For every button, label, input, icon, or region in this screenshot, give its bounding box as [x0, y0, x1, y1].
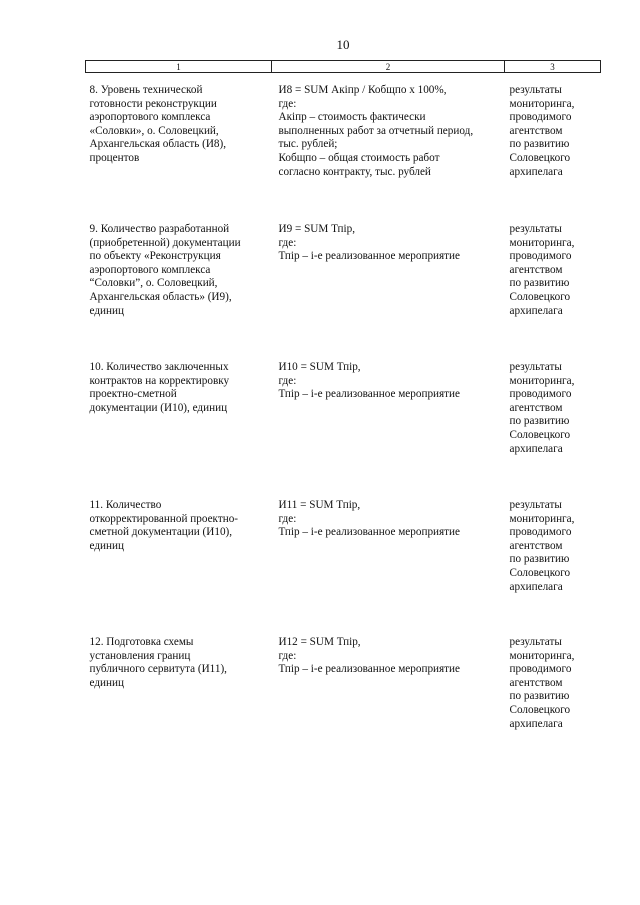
text-line: где: — [278, 97, 297, 110]
text-line: Соловецкого — [509, 290, 571, 303]
column-header-2: 2 — [272, 61, 505, 73]
text-line: архипелага — [509, 580, 563, 593]
text-line: проводимого — [509, 111, 572, 124]
text-line: Соловецкого — [509, 703, 571, 716]
formula-cell — [272, 488, 505, 625]
text-line: аэропортового комплекса — [89, 263, 211, 276]
text-line: по развитию — [509, 553, 570, 566]
text-line: единиц — [89, 304, 124, 317]
text-line: по объекту «Реконструкция — [89, 250, 221, 263]
text-line: агентством — [509, 401, 563, 414]
column-header-1: 1 — [86, 61, 272, 73]
text-line: результаты — [509, 636, 562, 648]
text-line: по развитию — [509, 138, 570, 151]
indicator-cell — [86, 73, 272, 213]
text-line: И8 = SUM Акiпр / Кобщпо х 100%, — [278, 84, 447, 96]
text-line: единиц — [89, 539, 124, 552]
table-row — [86, 73, 601, 213]
table-row — [86, 488, 601, 625]
text-line: проводимого — [509, 663, 572, 676]
formula-cell — [272, 212, 505, 350]
source-cell — [505, 350, 601, 488]
text-line: по развитию — [509, 277, 570, 290]
source-cell — [505, 212, 601, 350]
text-line: агентством — [509, 676, 563, 689]
table-header-row — [86, 61, 601, 73]
page-number: 10 — [336, 37, 350, 52]
text-line: Тпiр – i-е реализованное мероприятие — [278, 526, 461, 539]
table-row — [86, 212, 601, 350]
indicator-cell — [86, 488, 272, 625]
table-row — [86, 350, 601, 488]
text-line: «Соловки», о. Соловецкий, — [89, 124, 219, 137]
text-line: проводимого — [509, 526, 572, 539]
text-line: агентством — [509, 124, 563, 137]
text-line: Архангельская область» (И9), — [89, 290, 232, 303]
source-cell — [505, 625, 601, 736]
text-line: мониторинга, — [509, 649, 575, 662]
indicator-cell — [86, 350, 272, 488]
text-line: согласно контракту, тыс. рублей — [278, 165, 431, 178]
text-line: выполненных работ за отчетный период, — [278, 124, 474, 137]
text-line: Акiпр – стоимость фактически — [278, 111, 426, 124]
text-line: процентов — [89, 151, 140, 164]
text-line: мониторинга, — [509, 374, 575, 387]
text-line: откорректированной проектно- — [89, 512, 239, 525]
text-line: 8. Уровень технической — [89, 84, 203, 96]
text-line: сметной документации (И10), — [89, 526, 233, 539]
text-line: мониторинга, — [509, 97, 575, 110]
text-line: проектно-сметной — [89, 388, 177, 401]
text-line: “Соловки”, о. Соловецкий, — [89, 277, 218, 290]
text-line: Тпiр – i-е реализованное мероприятие — [278, 388, 461, 401]
text-line: где: — [278, 512, 297, 525]
table-row — [86, 625, 601, 736]
text-line: мониторинга, — [509, 512, 575, 525]
column-header-3: 3 — [505, 61, 601, 73]
text-line: агентством — [509, 263, 563, 276]
indicator-cell — [86, 212, 272, 350]
text-line: где: — [278, 649, 297, 662]
text-line: 9. Количество разработанной — [89, 223, 230, 235]
text-line: результаты — [509, 361, 562, 373]
text-line: готовности реконструкции — [89, 97, 217, 110]
text-line: результаты — [509, 84, 562, 96]
text-line: архипелага — [509, 717, 563, 730]
text-line: И11 = SUM Тпiр, — [278, 499, 361, 511]
text-line: агентством — [509, 539, 563, 552]
text-line: где: — [278, 374, 297, 387]
text-line: 11. Количество — [89, 499, 162, 511]
text-line: 12. Подготовка схемы — [89, 636, 194, 648]
formula-cell — [272, 350, 505, 488]
text-line: проводимого — [509, 250, 572, 263]
text-line: проводимого — [509, 388, 572, 401]
text-line: Кобщпо – общая стоимость работ — [278, 151, 440, 164]
text-line: публичного сервитута (И11), — [89, 663, 227, 676]
formula-cell — [272, 73, 505, 213]
text-line: Архангельская область (И8), — [89, 138, 227, 151]
text-line: установления границ — [89, 649, 191, 662]
text-line: документации (И10), единиц — [89, 401, 228, 414]
text-line: Тпiр – i-е реализованное мероприятие — [278, 663, 461, 676]
text-line: И12 = SUM Тпiр, — [278, 636, 361, 648]
text-line: единиц — [89, 676, 124, 689]
text-line: 10. Количество заключенных — [89, 361, 229, 373]
indicators-table — [85, 60, 601, 736]
text-line: аэропортового комплекса — [89, 111, 211, 124]
text-line: Тпiр – i-е реализованное мероприятие — [278, 250, 461, 263]
text-line: архипелага — [509, 165, 563, 178]
source-cell — [505, 73, 601, 213]
indicator-cell — [86, 625, 272, 736]
source-cell — [505, 488, 601, 625]
text-line: (приобретенной) документации — [89, 236, 241, 249]
text-line: тыс. рублей; — [278, 138, 338, 151]
text-line: результаты — [509, 223, 562, 235]
text-line: И9 = SUM Тпiр, — [278, 223, 356, 235]
text-line: контрактов на корректировку — [89, 374, 230, 387]
text-line: мониторинга, — [509, 236, 575, 249]
text-line: архипелага — [509, 304, 563, 317]
text-line: Соловецкого — [509, 151, 571, 164]
text-line: И10 = SUM Тпiр, — [278, 361, 361, 373]
text-line: по развитию — [509, 415, 570, 428]
text-line: архипелага — [509, 442, 563, 455]
text-line: результаты — [509, 499, 562, 511]
text-line: где: — [278, 236, 297, 249]
formula-cell — [272, 625, 505, 736]
text-line: Соловецкого — [509, 566, 571, 579]
text-line: Соловецкого — [509, 428, 571, 441]
text-line: по развитию — [509, 690, 570, 703]
